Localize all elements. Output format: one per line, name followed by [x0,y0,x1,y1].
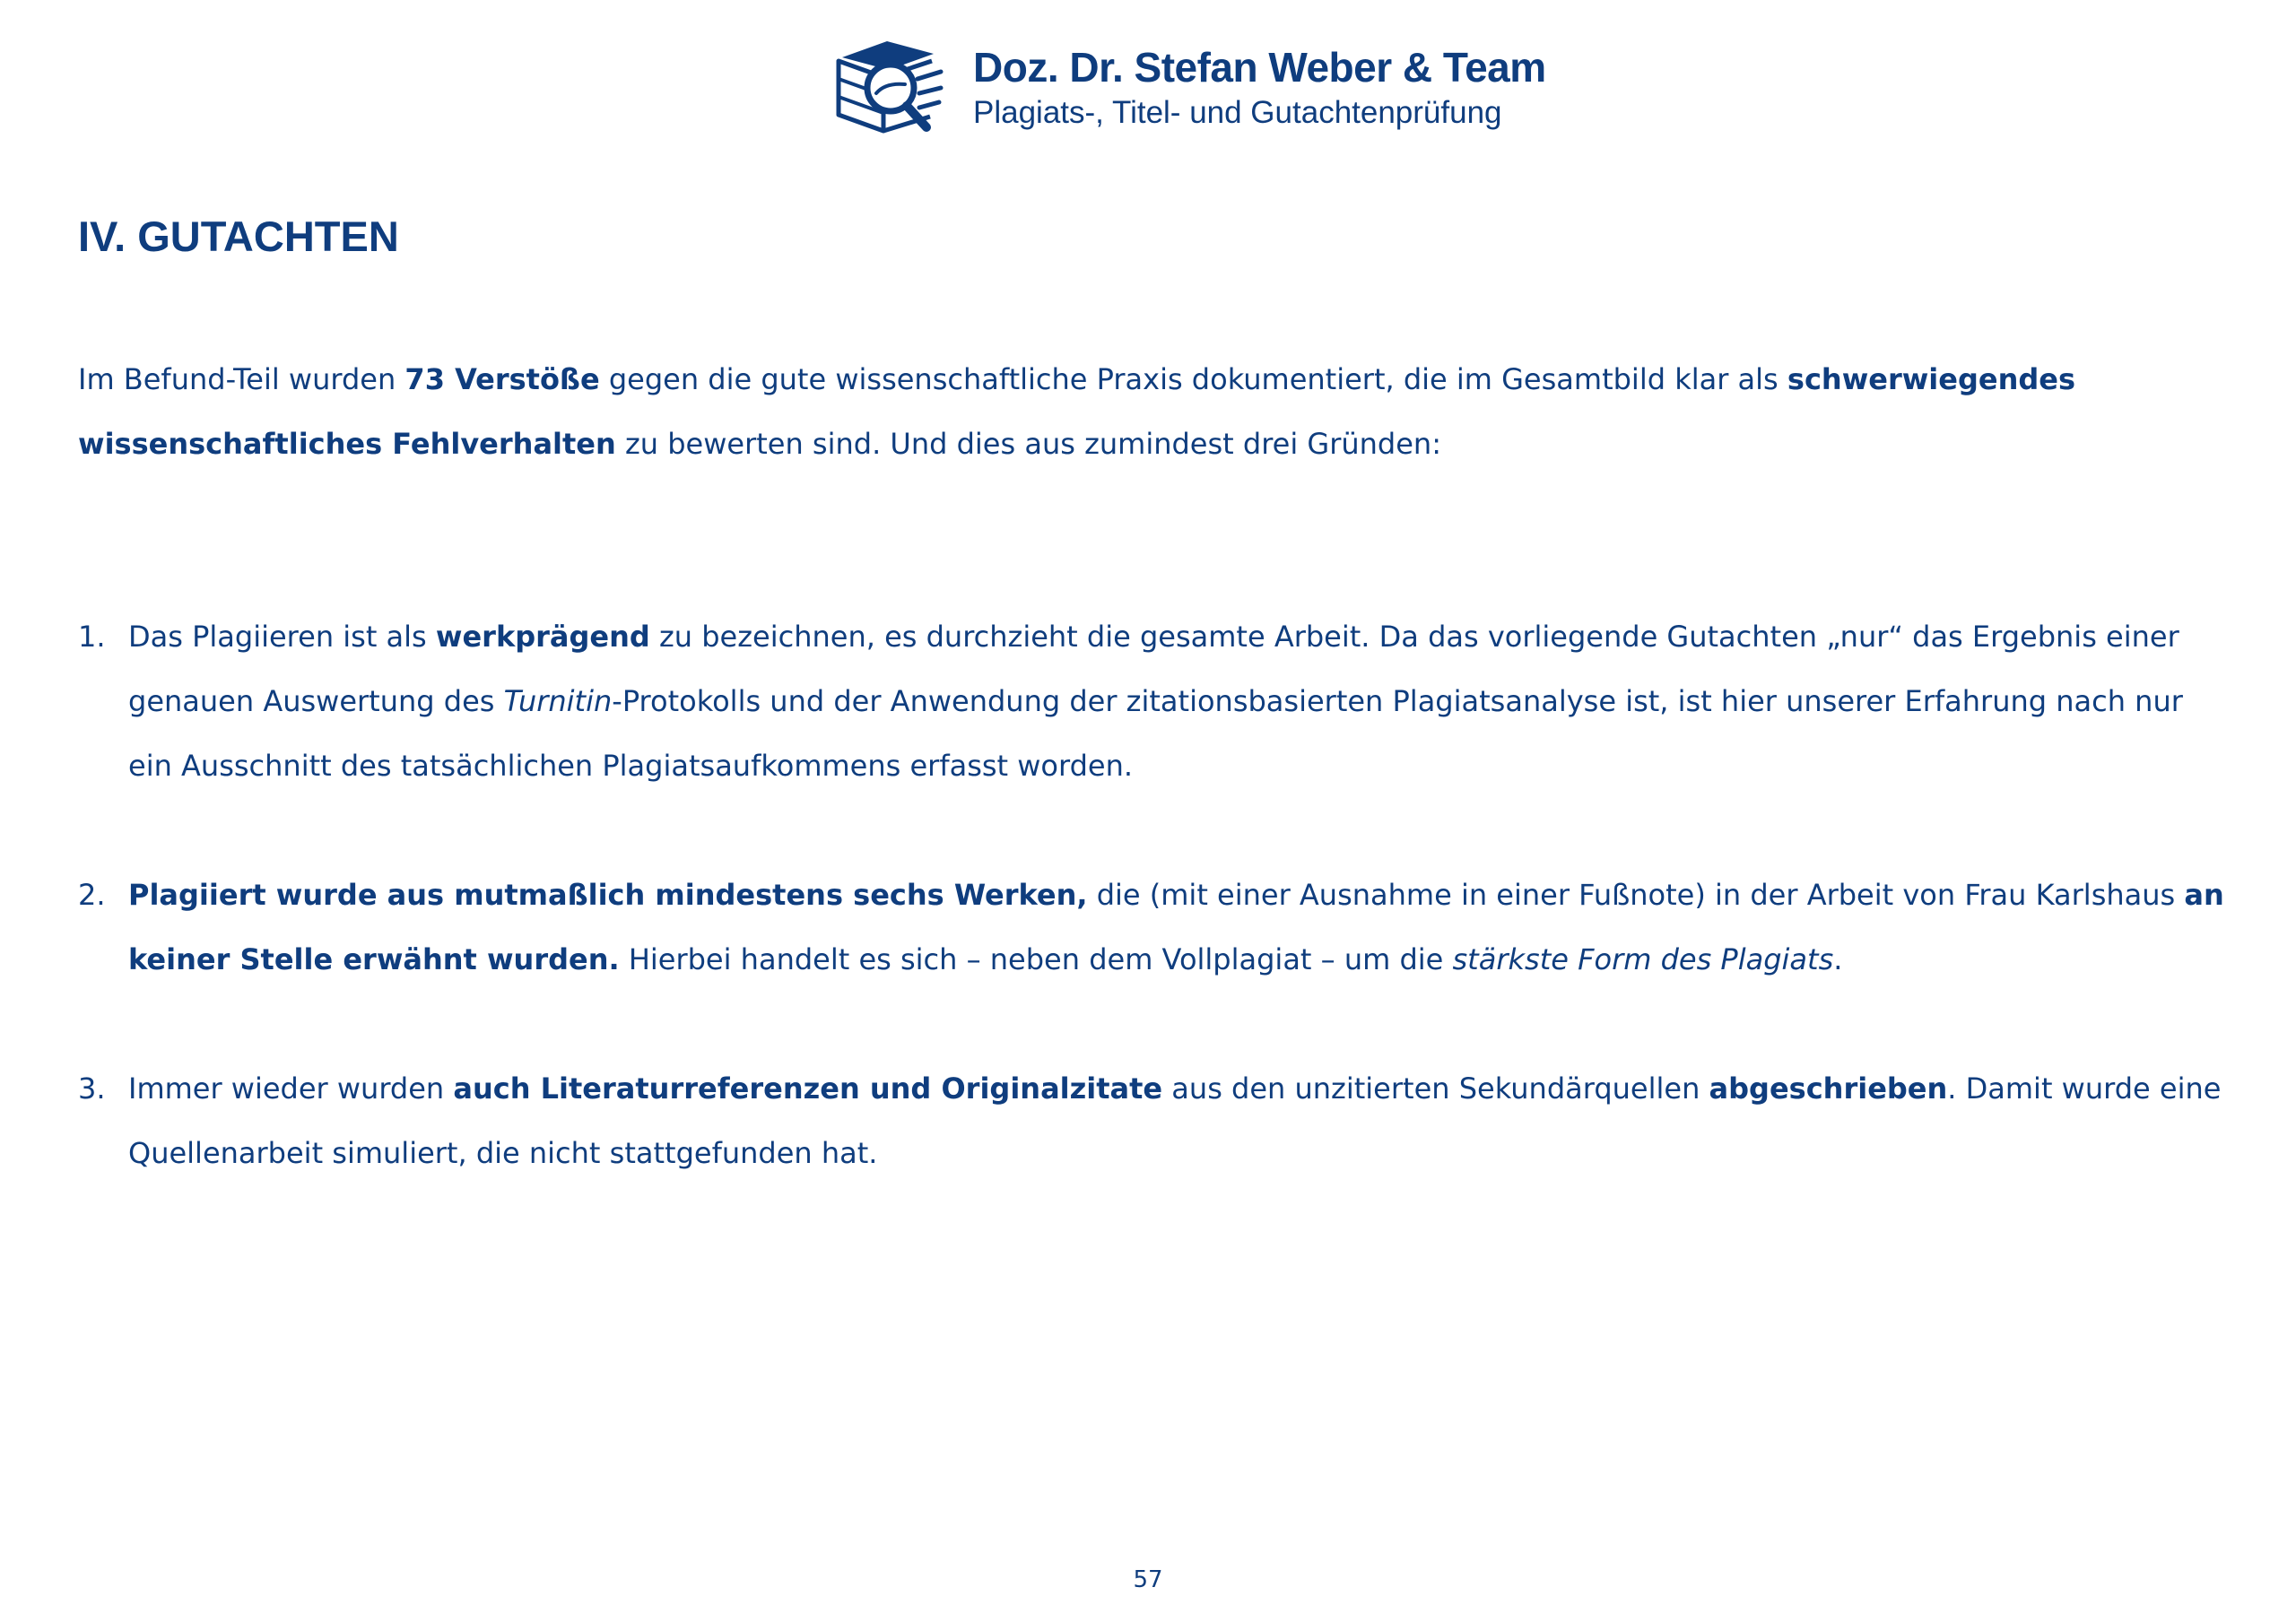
list-item-text: aus den unzitierten Sekundärquellen [1162,1071,1709,1106]
list-item-text: Immer wieder wurden [128,1071,454,1106]
list-item-bold: Plagiiert wurde aus mutmaßlich mindestens sechs Werken, [128,878,1088,912]
list-item-text: zu bezeichnen, es durchzieht die gesamte Arbeit. Da das vorliegende Gutachten „nur“ das Ergebnis einer genauen Auswertung des [128,620,2179,718]
intro-bold: schwerwiegendes wissenschaftliches Fehlverhalten [78,362,2076,461]
list-item-bold: auch Literaturreferenzen und Originalzitate [453,1071,1163,1106]
intro-paragraph [78,347,2231,476]
reasons-list [78,604,2231,1250]
list-item-text: die (mit einer Ausnahme in einer Fußnote) in der Arbeit von Frau Karlshaus [1087,878,2185,912]
list-item-number: 3. [78,1071,106,1106]
list-item-italic: Turnitin [503,684,613,718]
list-item-number: 1. [78,620,106,654]
intro-bold: 73 Verstöße [404,362,600,396]
letterhead [831,34,1546,142]
list-item-bold: werkprägend [435,620,650,654]
list-item [78,604,2231,798]
list-item-text: -Protokolls und der Anwendung der zitationsbasierten Plagiatsanalyse ist, ist hier unserer Erfahrung nach nur ein Ausschnitt des tatsächlichen Plagiatsaufkommens erfasst worden. [128,684,2183,783]
section-title: IV. GUTACHTEN [78,213,399,260]
list-item [78,863,2231,992]
intro-text: Im Befund-Teil wurden [78,362,405,396]
book-stack-magnifier-icon [831,38,948,138]
list-item-bold: abgeschrieben [1709,1071,1948,1106]
list-item-italic: stärkste Form des Plagiats [1452,942,1834,976]
list-item-text: . Damit wurde eine Quellenarbeit simuliert, die nicht stattgefunden hat. [128,1071,2222,1170]
intro-text: zu bewerten sind. Und dies aus zumindest drei Gründen: [615,427,1441,461]
list-item-number: 2. [78,878,106,912]
list-item-bold: an keiner Stelle erwähnt wurden. [128,878,2224,976]
list-item [78,1056,2231,1185]
brand-name: Doz. Dr. Stefan Weber & Team [973,44,1546,91]
list-item-text: Das Plagiieren ist als [128,620,436,654]
intro-text: gegen die gute wissenschaftliche Praxis dokumentiert, die im Gesamtbild klar als [599,362,1787,396]
brand-block [973,42,1546,134]
brand-tagline: Plagiats-, Titel- und Gutachtenprüfung [973,95,1502,130]
list-item-text: Hierbei handelt es sich – neben dem Vollplagiat – um die [619,942,1453,976]
list-item-text: . [1833,942,1843,976]
page-number: 57 [1133,1566,1163,1593]
